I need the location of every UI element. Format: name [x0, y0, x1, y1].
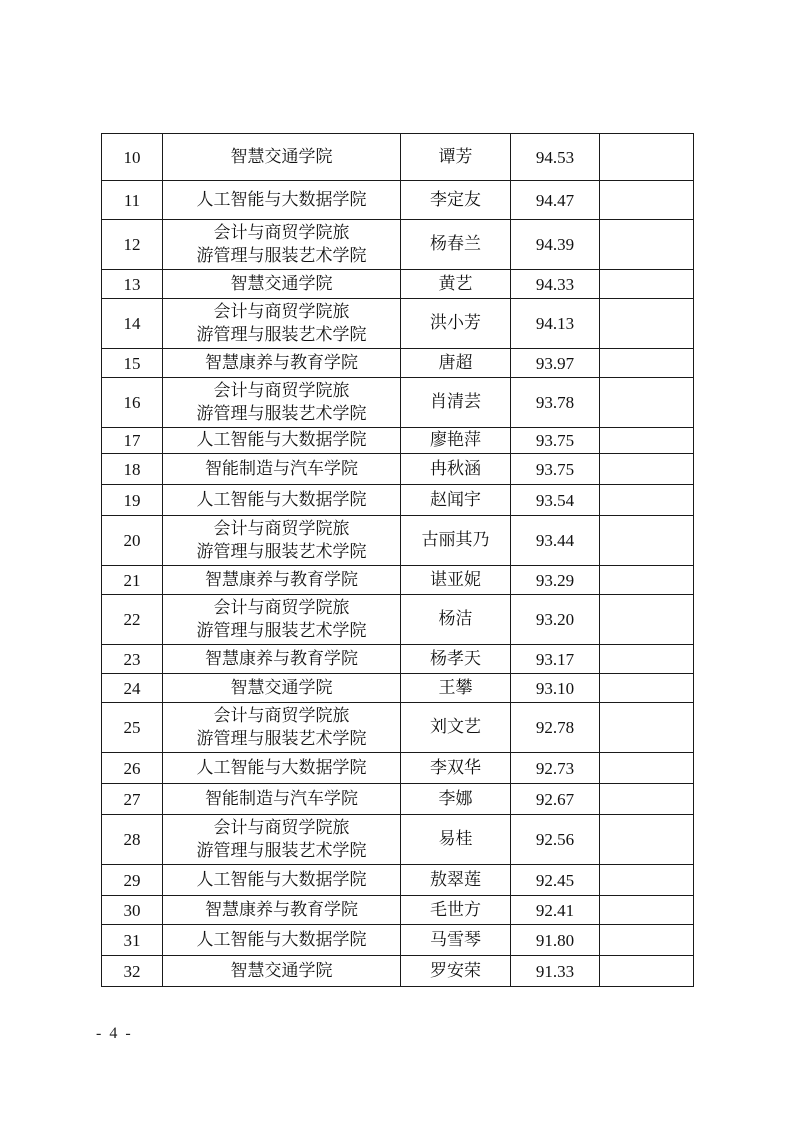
remark-cell [600, 378, 694, 428]
remark-cell [600, 566, 694, 595]
score-cell: 93.17 [511, 645, 600, 674]
name-cell: 李娜 [401, 784, 511, 815]
remark-cell [600, 516, 694, 566]
college-line: 会计与商贸学院旅 [213, 301, 350, 322]
row-number-cell: 16 [102, 378, 163, 428]
name-cell: 刘文艺 [401, 703, 511, 753]
college-line: 会计与商贸学院旅 [213, 222, 350, 243]
table-row [102, 454, 694, 485]
college-cell [163, 595, 401, 645]
name-cell: 马雪琴 [401, 925, 511, 956]
row-number-cell: 30 [102, 896, 163, 925]
remark-cell [600, 645, 694, 674]
college-cell [163, 454, 401, 485]
college-line: 人工智能与大数据学院 [196, 189, 367, 210]
score-cell: 93.97 [511, 349, 600, 378]
college-line: 会计与商贸学院旅 [213, 380, 350, 401]
college-line: 人工智能与大数据学院 [196, 489, 367, 510]
name-cell: 冉秋涵 [401, 454, 511, 485]
college-line: 游管理与服装艺术学院 [196, 245, 367, 266]
table-row [102, 753, 694, 784]
remark-cell [600, 299, 694, 349]
name-cell: 王攀 [401, 674, 511, 703]
score-cell: 94.13 [511, 299, 600, 349]
remark-cell [600, 815, 694, 865]
remark-cell [600, 134, 694, 181]
name-cell: 肖清芸 [401, 378, 511, 428]
table-row [102, 378, 694, 428]
name-cell: 易桂 [401, 815, 511, 865]
table-row [102, 896, 694, 925]
college-line: 游管理与服装艺术学院 [196, 324, 367, 345]
college-cell [163, 378, 401, 428]
table-row [102, 645, 694, 674]
remark-cell [600, 349, 694, 378]
college-cell [163, 516, 401, 566]
table-row [102, 270, 694, 299]
table-row [102, 516, 694, 566]
name-cell: 廖艳萍 [401, 428, 511, 454]
remark-cell [600, 181, 694, 220]
college-line: 会计与商贸学院旅 [213, 705, 350, 726]
college-cell [163, 299, 401, 349]
college-cell [163, 784, 401, 815]
remark-cell [600, 428, 694, 454]
college-cell [163, 428, 401, 454]
score-cell: 91.80 [511, 925, 600, 956]
row-number-cell: 15 [102, 349, 163, 378]
table-row [102, 784, 694, 815]
table-row [102, 220, 694, 270]
score-cell: 92.73 [511, 753, 600, 784]
college-line: 会计与商贸学院旅 [213, 518, 350, 539]
row-number-cell: 17 [102, 428, 163, 454]
table-row [102, 595, 694, 645]
name-cell: 敖翠莲 [401, 865, 511, 896]
college-line: 智慧交通学院 [230, 273, 333, 294]
score-cell: 91.33 [511, 956, 600, 987]
college-line: 人工智能与大数据学院 [196, 430, 367, 450]
row-number-cell: 20 [102, 516, 163, 566]
remark-cell [600, 865, 694, 896]
score-cell: 93.54 [511, 485, 600, 516]
row-number-cell: 28 [102, 815, 163, 865]
score-cell: 93.44 [511, 516, 600, 566]
college-line: 智能制造与汽车学院 [205, 458, 358, 479]
remark-cell [600, 485, 694, 516]
row-number-cell: 31 [102, 925, 163, 956]
college-line: 游管理与服装艺术学院 [196, 840, 367, 861]
score-cell: 92.41 [511, 896, 600, 925]
college-line: 人工智能与大数据学院 [196, 757, 367, 778]
score-cell: 93.29 [511, 566, 600, 595]
college-line: 智能制造与汽车学院 [205, 788, 358, 809]
remark-cell [600, 674, 694, 703]
college-cell [163, 956, 401, 987]
college-line: 智慧康养与教育学院 [205, 648, 358, 669]
row-number-cell: 18 [102, 454, 163, 485]
college-cell [163, 703, 401, 753]
college-cell [163, 485, 401, 516]
name-cell: 黄艺 [401, 270, 511, 299]
results-table [101, 133, 694, 987]
college-line: 智慧康养与教育学院 [205, 569, 358, 590]
remark-cell [600, 270, 694, 299]
row-number-cell: 27 [102, 784, 163, 815]
row-number-cell: 23 [102, 645, 163, 674]
remark-cell [600, 454, 694, 485]
college-line: 智慧交通学院 [230, 677, 333, 698]
row-number-cell: 11 [102, 181, 163, 220]
table-row [102, 134, 694, 181]
row-number-cell: 29 [102, 865, 163, 896]
college-line: 人工智能与大数据学院 [196, 869, 367, 890]
row-number-cell: 19 [102, 485, 163, 516]
college-cell [163, 645, 401, 674]
score-cell: 92.78 [511, 703, 600, 753]
remark-cell [600, 703, 694, 753]
score-cell: 92.67 [511, 784, 600, 815]
college-cell [163, 349, 401, 378]
remark-cell [600, 925, 694, 956]
table-row [102, 299, 694, 349]
row-number-cell: 32 [102, 956, 163, 987]
college-line: 人工智能与大数据学院 [196, 929, 367, 950]
remark-cell [600, 784, 694, 815]
college-line: 游管理与服装艺术学院 [196, 728, 367, 749]
row-number-cell: 26 [102, 753, 163, 784]
table-row [102, 566, 694, 595]
college-line: 游管理与服装艺术学院 [196, 620, 367, 641]
score-cell: 93.10 [511, 674, 600, 703]
college-cell [163, 865, 401, 896]
table-row [102, 703, 694, 753]
college-line: 智慧交通学院 [230, 960, 333, 981]
score-cell: 93.20 [511, 595, 600, 645]
table-body [102, 134, 694, 987]
name-cell: 谭芳 [401, 134, 511, 181]
name-cell: 毛世方 [401, 896, 511, 925]
college-line: 智慧康养与教育学院 [205, 352, 358, 373]
college-line: 游管理与服装艺术学院 [196, 403, 367, 424]
table-row [102, 925, 694, 956]
college-cell [163, 220, 401, 270]
row-number-cell: 10 [102, 134, 163, 181]
row-number-cell: 13 [102, 270, 163, 299]
row-number-cell: 25 [102, 703, 163, 753]
name-cell: 洪小芳 [401, 299, 511, 349]
remark-cell [600, 896, 694, 925]
college-line: 游管理与服装艺术学院 [196, 541, 367, 562]
score-cell: 92.45 [511, 865, 600, 896]
table-row [102, 428, 694, 454]
name-cell: 杨春兰 [401, 220, 511, 270]
name-cell: 谌亚妮 [401, 566, 511, 595]
score-cell: 92.56 [511, 815, 600, 865]
name-cell: 赵闻宇 [401, 485, 511, 516]
college-cell [163, 181, 401, 220]
college-cell [163, 270, 401, 299]
college-line: 会计与商贸学院旅 [213, 597, 350, 618]
college-cell [163, 896, 401, 925]
name-cell: 古丽其乃 [401, 516, 511, 566]
score-cell: 93.78 [511, 378, 600, 428]
remark-cell [600, 753, 694, 784]
college-line: 智慧交通学院 [230, 146, 333, 167]
remark-cell [600, 220, 694, 270]
table-row [102, 956, 694, 987]
remark-cell [600, 956, 694, 987]
score-cell: 93.75 [511, 428, 600, 454]
name-cell: 李定友 [401, 181, 511, 220]
name-cell: 唐超 [401, 349, 511, 378]
row-number-cell: 21 [102, 566, 163, 595]
name-cell: 李双华 [401, 753, 511, 784]
score-cell: 94.53 [511, 134, 600, 181]
score-cell: 94.47 [511, 181, 600, 220]
table-row [102, 181, 694, 220]
college-cell [163, 815, 401, 865]
table-row [102, 349, 694, 378]
college-line: 会计与商贸学院旅 [213, 817, 350, 838]
college-cell [163, 753, 401, 784]
name-cell: 杨洁 [401, 595, 511, 645]
college-cell [163, 674, 401, 703]
table-row [102, 485, 694, 516]
table-row [102, 674, 694, 703]
row-number-cell: 12 [102, 220, 163, 270]
college-cell [163, 566, 401, 595]
college-line: 智慧康养与教育学院 [205, 899, 358, 920]
row-number-cell: 22 [102, 595, 163, 645]
remark-cell [600, 595, 694, 645]
row-number-cell: 14 [102, 299, 163, 349]
page-number: - 4 - [96, 1025, 133, 1042]
name-cell: 罗安荣 [401, 956, 511, 987]
score-cell: 94.39 [511, 220, 600, 270]
name-cell: 杨孝天 [401, 645, 511, 674]
table-row [102, 815, 694, 865]
row-number-cell: 24 [102, 674, 163, 703]
college-cell [163, 925, 401, 956]
score-cell: 93.75 [511, 454, 600, 485]
table-row [102, 865, 694, 896]
score-cell: 94.33 [511, 270, 600, 299]
college-cell [163, 134, 401, 181]
